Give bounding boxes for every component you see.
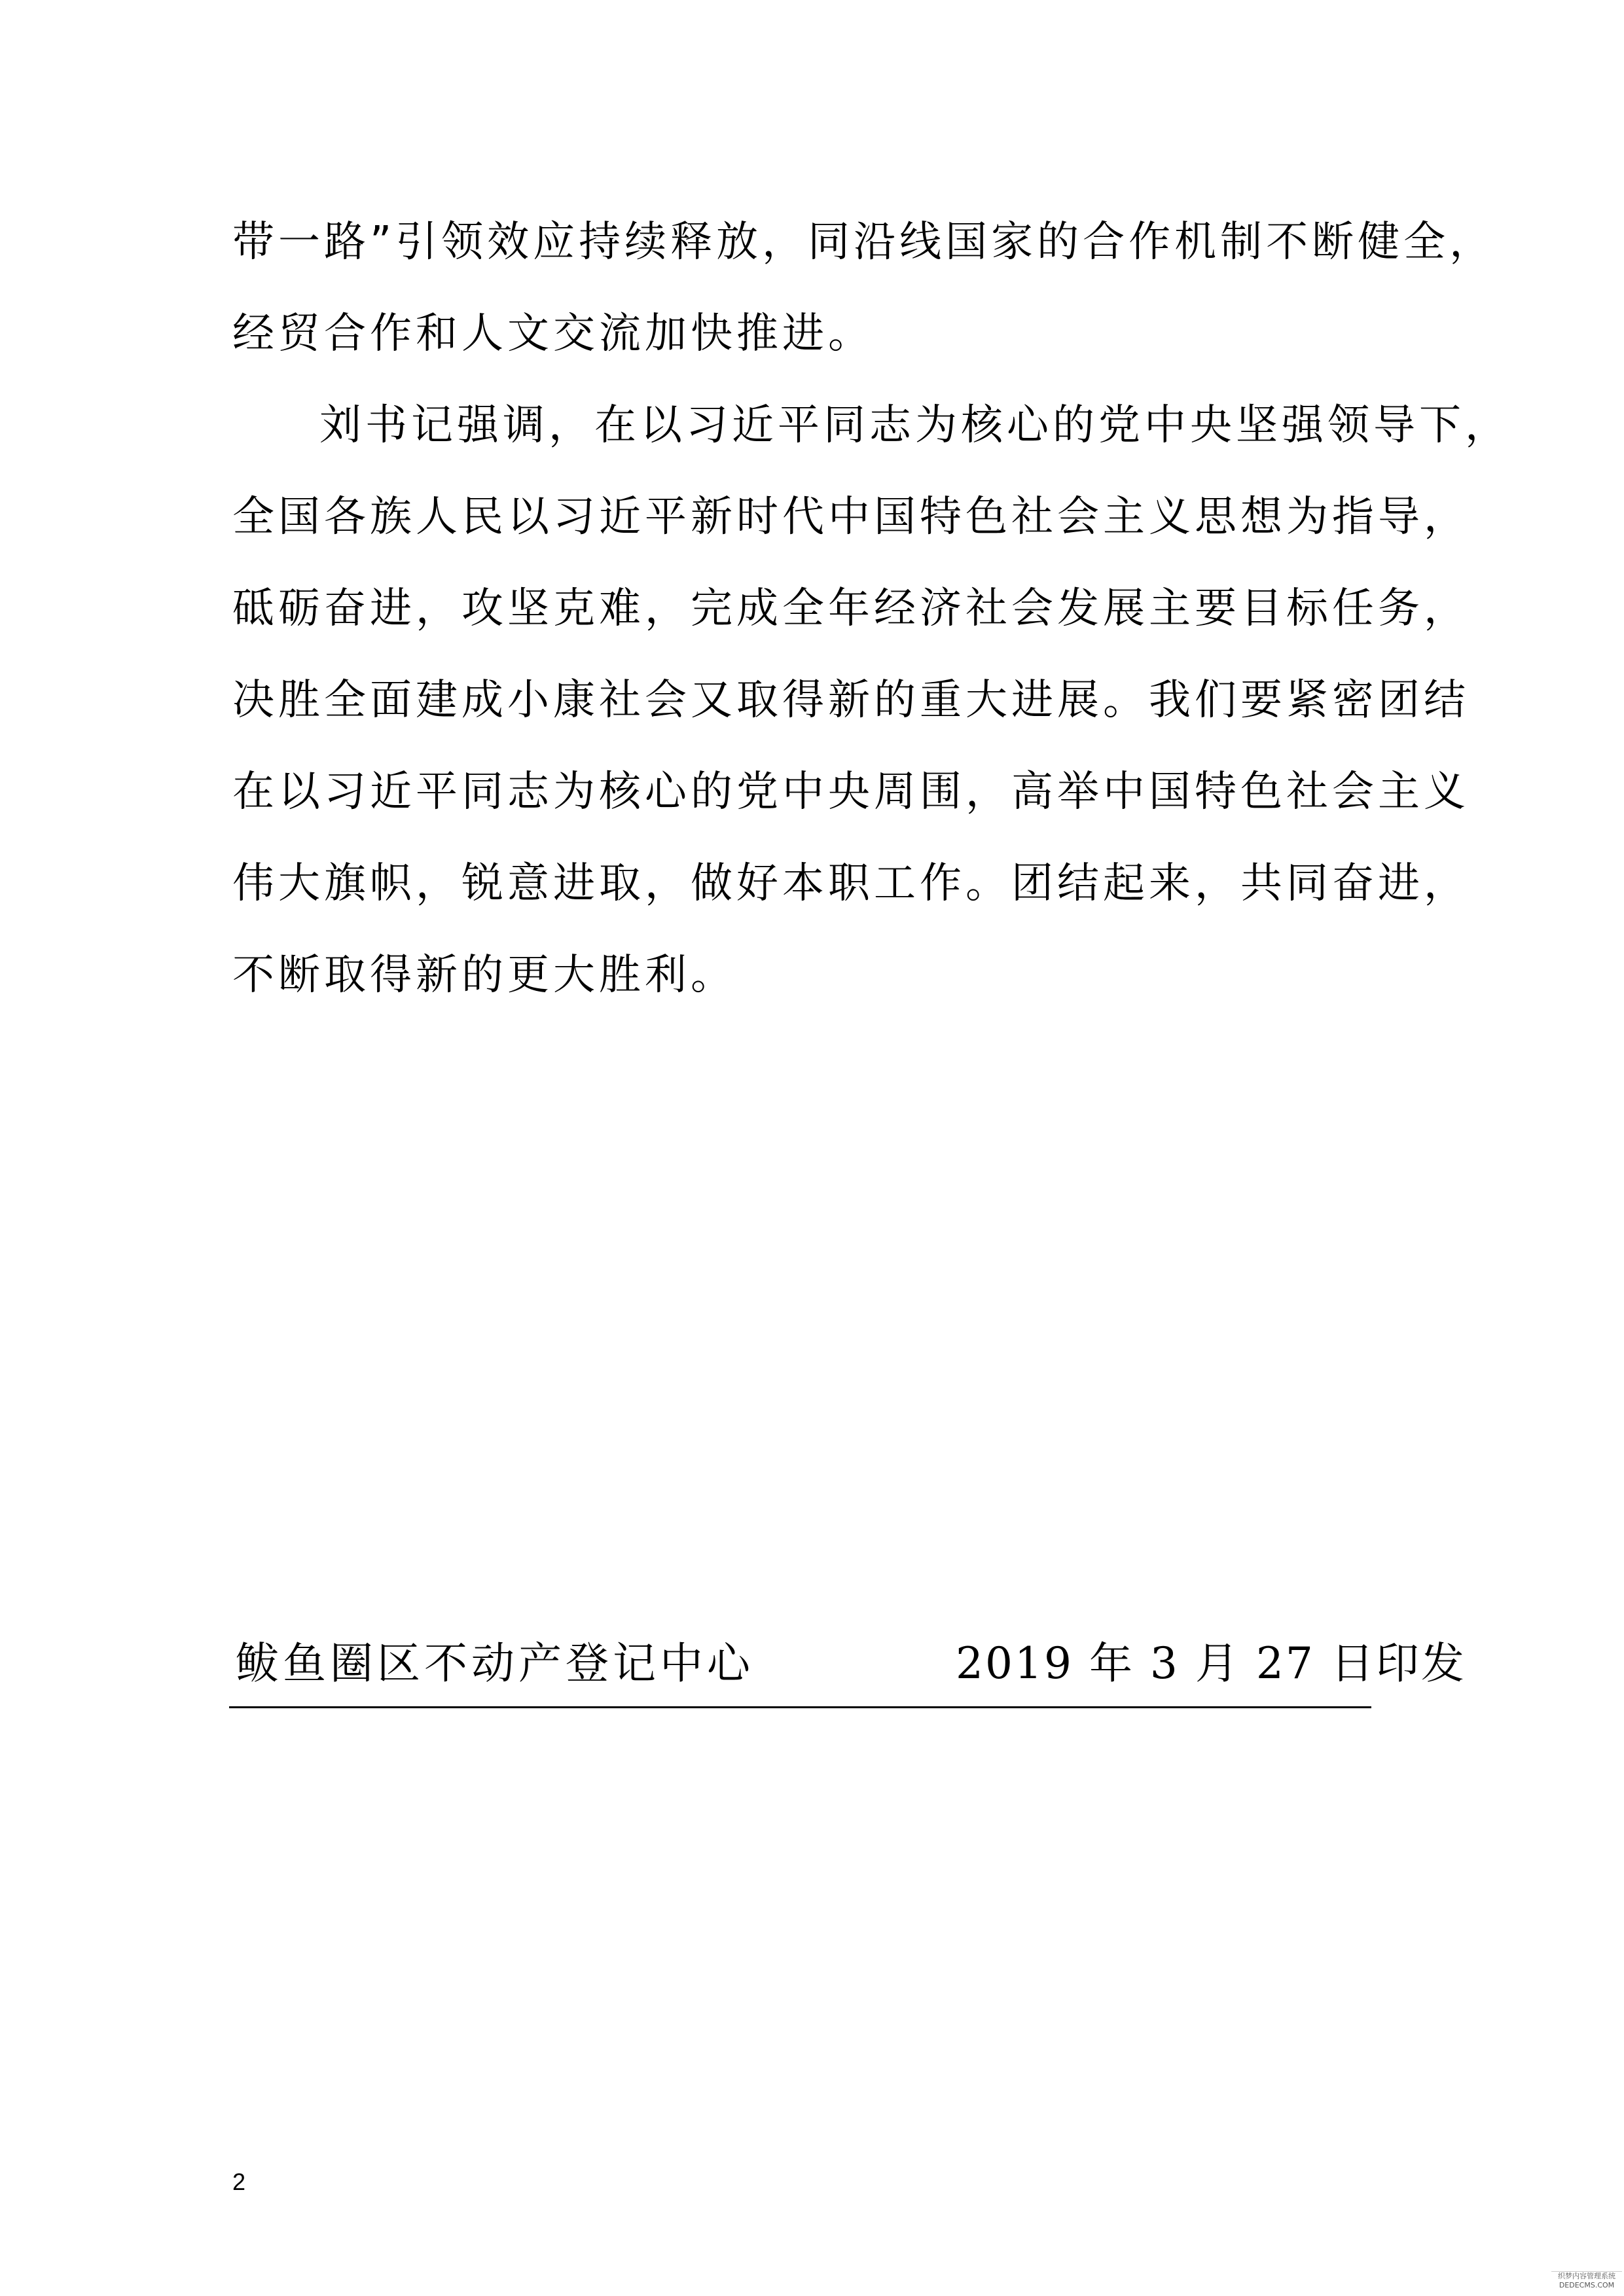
issue-date: 2019 年 3 月 27 日印发 <box>956 1638 1466 1689</box>
body-line-3: 刘书记强调，在以习近平同志为核心的党中央坚强领导下， <box>319 401 1511 450</box>
body-line-1: 带一路”引领效应持续释放，同沿线国家的合作机制不断健全， <box>232 218 1496 266</box>
body-line-2: 经贸合作和人文交流加快推进。 <box>232 310 874 358</box>
footer-rule <box>229 1706 1371 1708</box>
body-line-7: 在以习近平同志为核心的党中央周围，高举中国特色社会主义 <box>232 768 1470 816</box>
body-line-4: 全国各族人民以习近平新时代中国特色社会主义思想为指导， <box>232 493 1470 541</box>
body-line-6: 决胜全面建成小康社会又取得新的重大进展。我们要紧密团结 <box>232 676 1470 725</box>
body-line-9: 不断取得新的更大胜利。 <box>232 951 736 999</box>
page-number: 2 <box>232 2168 246 2195</box>
watermark <box>1551 2271 1622 2294</box>
watermark-line-2: DEDECMS.COM <box>1559 2281 1615 2289</box>
body-line-8: 伟大旗帜，锐意进取，做好本职工作。团结起来，共同奋进， <box>232 859 1470 908</box>
watermark-line-1: 织梦内容管理系统 <box>1558 2272 1615 2280</box>
issuer-name: 鲅鱼圈区不动产登记中心 <box>236 1638 754 1689</box>
body-line-5: 砥砺奋进，攻坚克难，完成全年经济社会发展主要目标任务， <box>232 584 1470 633</box>
